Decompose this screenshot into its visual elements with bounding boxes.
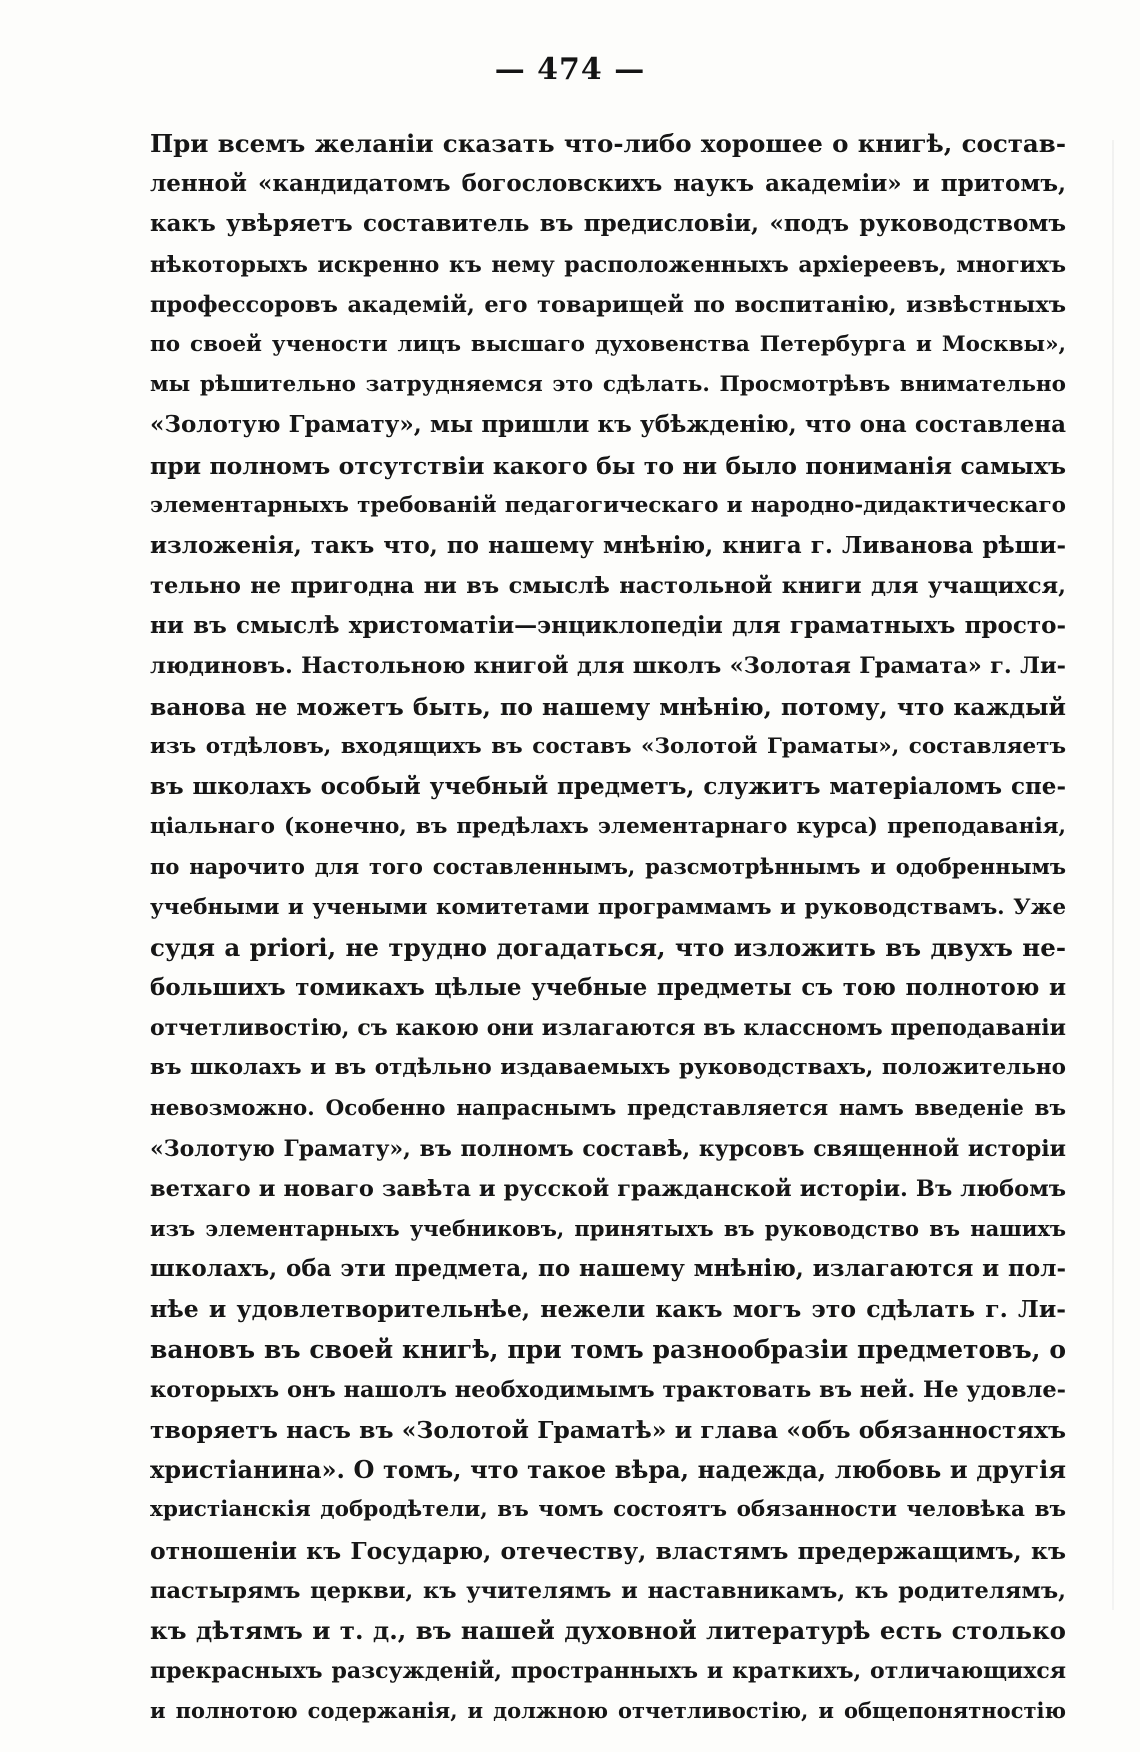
text-line: прекрасныхъ разсужденій, пространныхъ и краткихъ, отличающихся [150,1658,1066,1685]
text-line: въ школахъ и въ отдѣльно издаваемыхъ руководствахъ, положительно [150,1055,1066,1081]
text-line: пастырямъ церкви, къ учителямъ и наставникамъ, къ родителямъ, [150,1577,1066,1604]
text-line: элементарныхъ требованій педагогическаго и народно-дидактическаго [150,492,1066,518]
text-line: «Золотую Грамату», въ полномъ составѣ, курсовъ священной исторіи [150,1135,1066,1162]
text-line: по нарочито для того составленнымъ, разсмотрѣннымъ и одобреннымъ [150,854,1066,880]
text-line: изложенія, такъ что, по нашему мнѣнію, книга г. Ливанова рѣши- [150,531,1066,559]
text-line: большихъ томикахъ цѣлые учебные предметы съ тою полнотою и [150,973,1066,1001]
text-line: невозможно. Особенно напраснымъ представляется намъ введеніе въ [150,1095,1066,1121]
text-line: отношеніи къ Государю, отечеству, властямъ предержащимъ, къ [150,1536,1066,1565]
text-line: по своей учености лицъ высшаго духовенства Петербурга и Москвы», [150,331,1066,357]
text-line: къ дѣтямъ и т. д., въ нашей духовной литературѣ есть столько [150,1615,1066,1645]
text-line: тельно не пригодна ни въ смыслѣ настольной книги для учащихся, [150,573,1066,600]
text-line: въ школахъ особый учебный предметъ, служитъ матеріаломъ спе- [150,773,1066,800]
text-line: нѣкоторыхъ искренно къ нему расположенныхъ архіереевъ, многихъ [150,251,1066,278]
text-line: и полнотою содержанія, и должною отчетливостію, и общепонятностію [150,1698,1066,1724]
text-line: ціальнаго (конечно, въ предѣлахъ элементарнаго курса) преподаванія, [150,814,1066,840]
text-line: школахъ, оба эти предмета, по нашему мнѣнію, излагаются и пол- [150,1255,1066,1283]
text-line: творяетъ насъ въ «Золотой Граматѣ» и глава «объ обязанностяхъ [150,1416,1066,1444]
text-line: людиновъ. Настольною книгой для школъ «Золотая Граматa» г. Ли- [150,653,1066,680]
text-line: которыхъ онъ нашолъ необходимымъ трактовать въ ней. Не удовле- [150,1376,1066,1403]
text-line: мы рѣшительно затрудняемся это сдѣлать. Просмотрѣвъ внимательно [150,372,1066,398]
text-line: При всемъ желаніи сказать что-либо хорошее о книгѣ, состав- [150,129,1066,158]
text-line: нѣе и удовлетворительнѣе, нежели какъ могъ это сдѣлать г. Ли- [150,1295,1066,1324]
text-line: «Золотую Грамату», мы пришли къ убѣжденію, что она составлена [150,411,1066,439]
text-line: судя a priori, не трудно догадаться, что изложить въ двухъ не- [150,932,1066,962]
text-line: изъ элементарныхъ учебниковъ, принятыхъ въ руководство въ нашихъ [150,1216,1066,1242]
text-line: ветхаго и новаго завѣта и русской гражданской исторіи. Въ любомъ [150,1175,1066,1202]
text-line: какъ увѣряетъ составитель въ предисловіи, «подъ руководствомъ [150,210,1066,238]
text-line: вановъ въ своей книгѣ, при томъ разнообразіи предметовъ, о [150,1334,1066,1364]
text-line: христіанскія добродѣтели, въ чомъ состоятъ обязанности человѣка въ [150,1497,1066,1523]
text-line: отчетливостію, съ какою они излагаются въ классномъ преподаваніи [150,1015,1066,1042]
text-line: ни въ смыслѣ христоматіи—энциклопедіи для граматныхъ просто- [150,612,1066,640]
text-line: ванова не можетъ быть, по нашему мнѣнію, потому, что каждый [150,692,1066,721]
page-edge-shadow [1112,140,1114,1610]
text-line: учебными и учеными комитетами программамъ и руководствамъ. Уже [150,894,1066,920]
text-line: ленной «кандидатомъ богословскихъ наукъ академіи» и притомъ, [150,170,1066,198]
body-text [150,124,1066,1732]
text-line: изъ отдѣловъ, входящихъ въ составъ «Золотой Граматы», составляетъ [150,733,1066,759]
text-line: при полномъ отсутствіи какого бы то ни было пониманія самыхъ [150,451,1066,480]
page-number: — 474 — [494,52,646,87]
text-line: профессоровъ академій, его товарищей по воспитанію, извѣстныхъ [150,291,1066,318]
text-line: христіанина». О томъ, что такое вѣра, надежда, любовь и другія [150,1455,1066,1485]
